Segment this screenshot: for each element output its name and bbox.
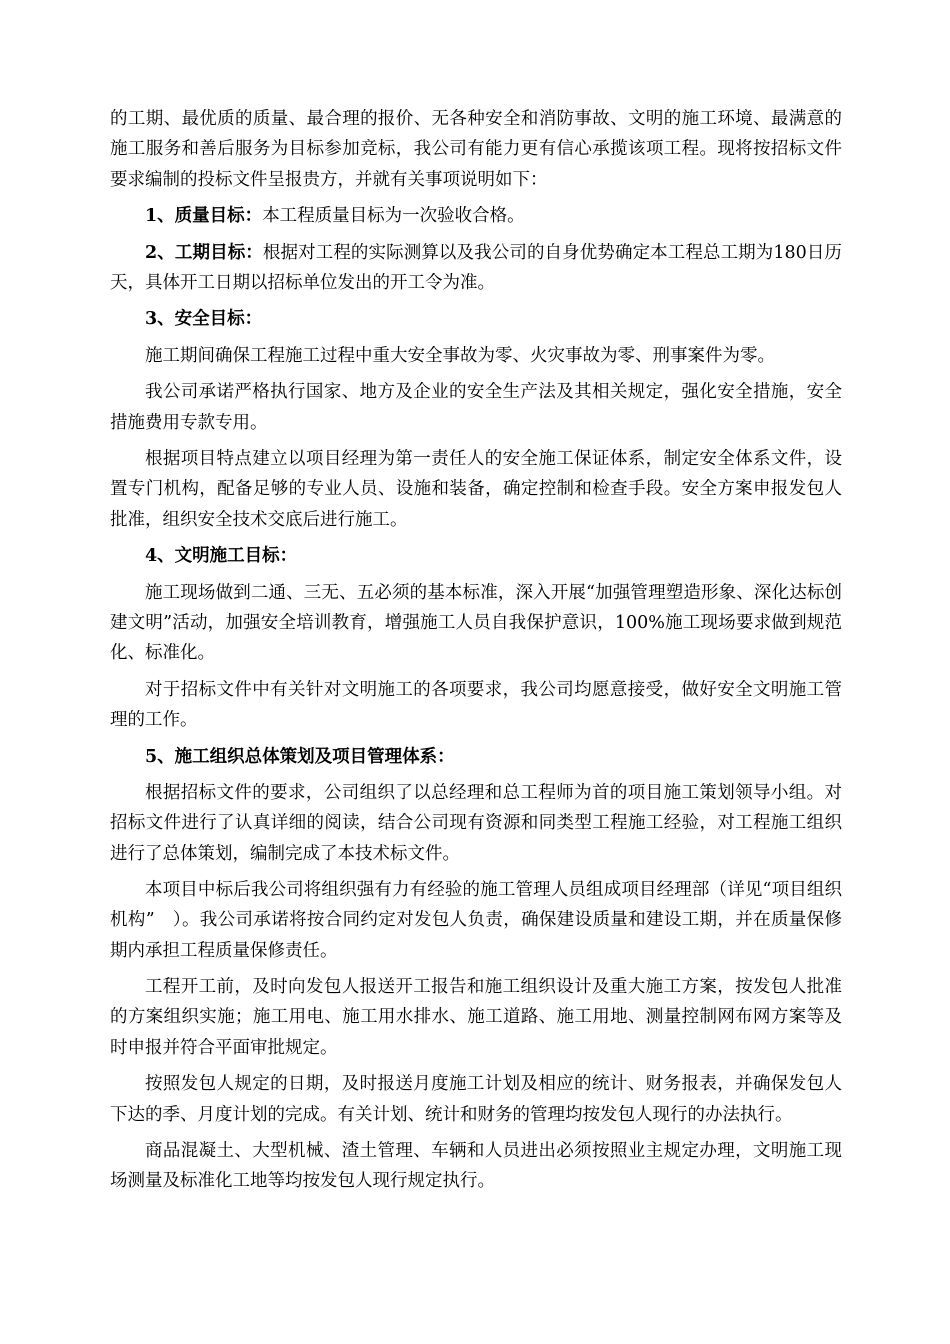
safety-goal-heading-text: 3、安全目标： [145, 309, 263, 330]
organization-heading-text: 5、施工组织总体策划及项目管理体系： [145, 746, 455, 767]
quality-goal-heading: 1、质量目标： [145, 206, 263, 227]
civilized-paragraph-1: 施工现场做到二通、三无、五必须的基本标准，深入开展“加强管理塑造形象、深化达标创建文明”活动，加强安全培训教育，增强施工人员自我保护意识，100%施工现场要求做到规范化、标准化。 [110, 582, 842, 664]
organization-heading [110, 742, 842, 772]
intro-paragraph: 的工期、最优质的质量、最合理的报价、无各种安全和消防事故、文明的施工环境、最满意的施工服务和善后服务为目标参加竞标，我公司有能力更有信心承揽该项工程。现将按招标文件要求编制的投标文件呈报贵方，并就有关事项说明如下： [110, 109, 842, 190]
document-page [110, 104, 842, 1203]
organization-paragraph-3: 工程开工前，及时向发包人报送开工报告和施工组织设计及重大施工方案，按发包人批准的方案组织实施；施工用电、施工用水排水、施工道路、施工用地、测量控制网布网方案等及时申报并符合平面审批规定。 [110, 977, 842, 1058]
safety-goal-heading [110, 304, 842, 334]
safety-paragraph-3: 根据项目特点建立以项目经理为第一责任人的安全施工保证体系，制定安全体系文件，设置专门机构，配备足够的专业人员、设施和装备，确定控制和检查手段。安全方案申报发包人批准，组织安全技术交底后进行施工。 [110, 449, 842, 530]
civilized-goal-heading-text: 4、文明施工目标： [145, 546, 298, 567]
organization-paragraph-2: 本项目中标后我公司将组织强有力有经验的施工管理人员组成项目经理部（详见“项目组织机构” ）。我公司承诺将按合同约定对发包人负责，确保建设质量和建设工期，并在质量保修期内承担工程质量保修责任。 [110, 880, 842, 961]
schedule-goal-text: 根据对工程的实际测算以及我公司的自身优势确定本工程总工期为180日历天，具体开工日期以招标单位发出的开工令为准。 [110, 242, 842, 293]
civilized-goal-heading [110, 541, 842, 571]
civilized-paragraph-2: 对于招标文件中有关针对文明施工的各项要求，我公司均愿意接受，做好安全文明施工管理的工作。 [110, 679, 842, 731]
schedule-goal-heading: 2、工期目标： [145, 242, 263, 263]
organization-paragraph-5: 商品混凝土、大型机械、渣土管理、车辆和人员进出必须按照业主规定办理，文明施工现场测量及标准化工地等均按发包人现行规定执行。 [110, 1141, 842, 1192]
schedule-goal-paragraph [110, 238, 842, 299]
quality-goal-text: 本工程质量目标为一次验收合格。 [262, 206, 525, 227]
quality-goal-paragraph [110, 201, 842, 231]
organization-paragraph-1: 根据招标文件的要求，公司组织了以总经理和总工程师为首的项目施工策划领导小组。对招标文件进行了认真详细的阅读，结合公司现有资源和同类型工程施工经验，对工程施工组织进行了总体策划，编制完成了本技术标文件。 [110, 783, 842, 864]
safety-paragraph-1: 施工期间确保工程施工过程中重大安全事故为零、火灾事故为零、刑事案件为零。 [145, 345, 775, 366]
safety-paragraph-2: 我公司承诺严格执行国家、地方及企业的安全生产法及其相关规定，强化安全措施，安全措施费用专款专用。 [110, 382, 842, 433]
organization-paragraph-4: 按照发包人规定的日期，及时报送月度施工计划及相应的统计、财务报表，并确保发包人下达的季、月度计划的完成。有关计划、统计和财务的管理均按发包人现行的办法执行。 [110, 1074, 842, 1125]
